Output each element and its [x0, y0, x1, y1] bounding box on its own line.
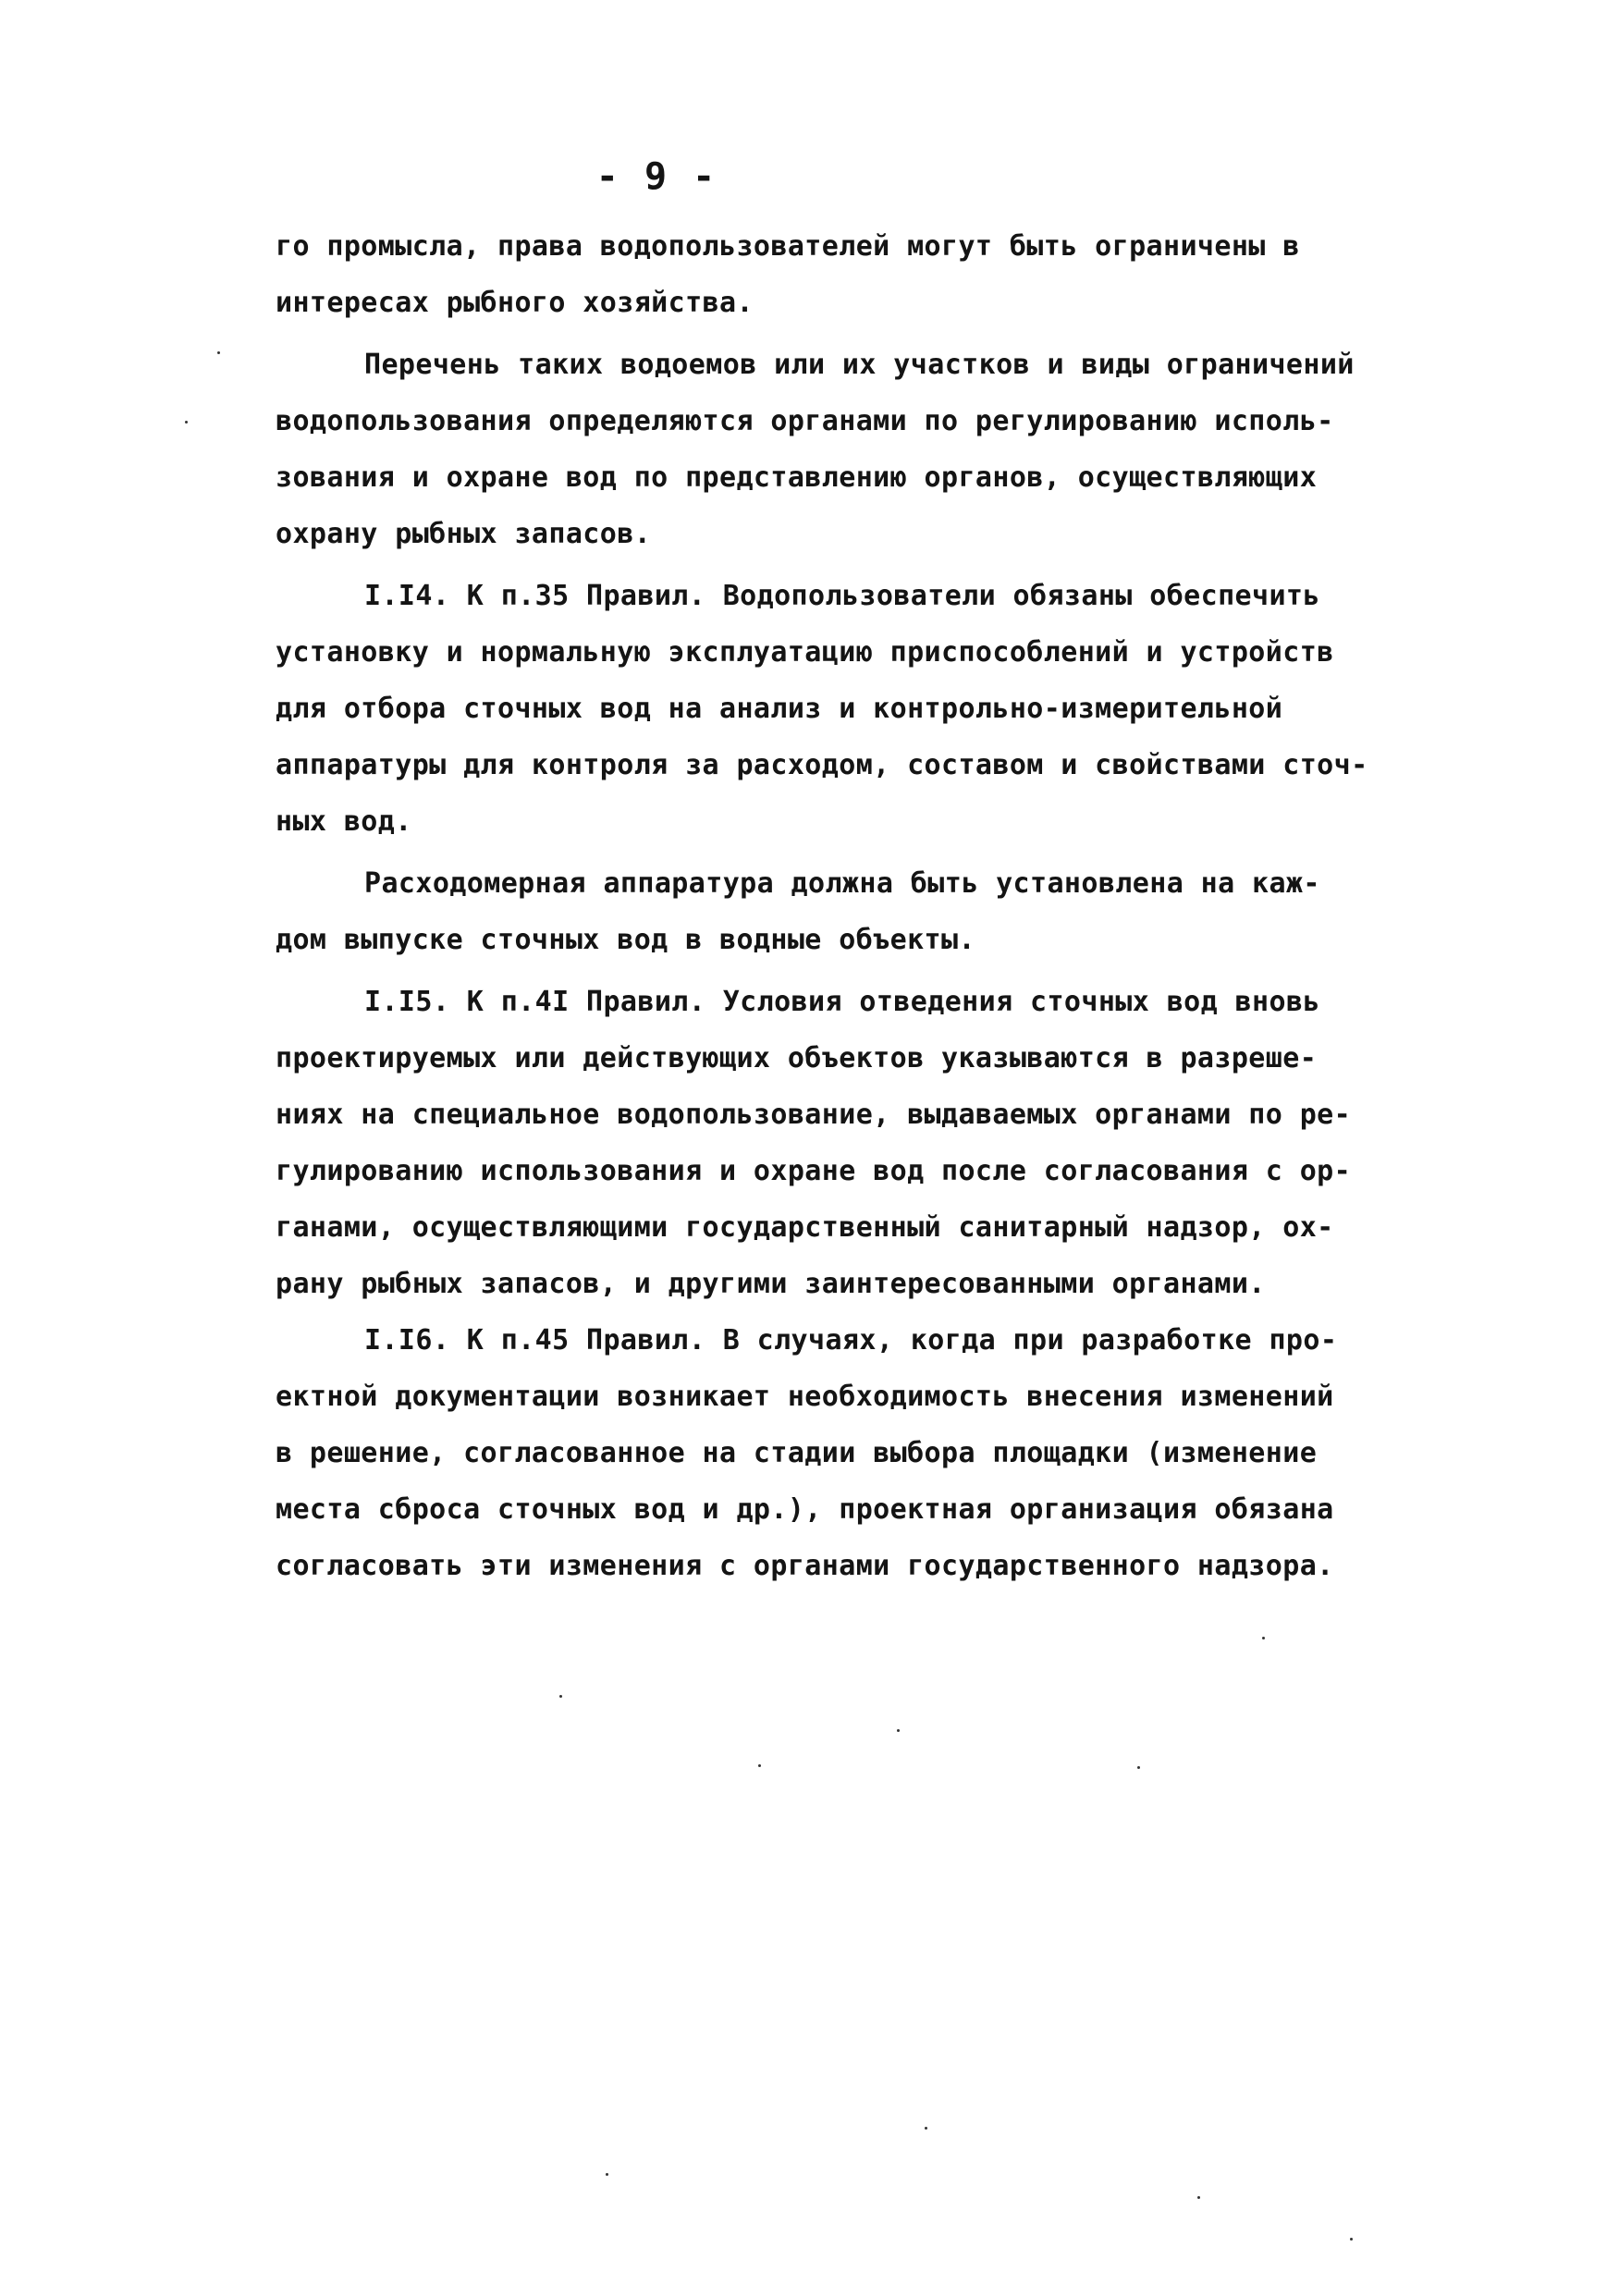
scan-speck: [1350, 2238, 1353, 2241]
text-line: интересах рыбного хозяйства.: [276, 287, 754, 319]
paragraph-1-16: [276, 1312, 1441, 1594]
paragraph-1-14: [276, 568, 1441, 850]
scan-speck: [925, 2127, 927, 2130]
text-line: гулированию использования и охране вод после согласования с ор-: [276, 1155, 1352, 1187]
scan-speck: [758, 1764, 761, 1767]
text-line: ектной документации возникает необходимость внесения изменений: [276, 1381, 1334, 1413]
scan-speck: [606, 2173, 608, 2176]
text-line: I.I6. К п.45 Правил. В случаях, когда при разработке про-: [364, 1324, 1338, 1357]
text-line: ных вод.: [276, 805, 412, 838]
text-line: места сброса сточных вод и др.), проектная организация обязана: [276, 1493, 1334, 1526]
text-line: I.I5. К п.4I Правил. Условия отведения сточных вод вновь: [364, 986, 1320, 1018]
body-text: [276, 218, 1441, 1594]
scan-speck: [559, 1695, 562, 1698]
text-line: согласовать эти изменения с органами государственного надзора.: [276, 1550, 1334, 1582]
text-line: зования и охране вод по представлению органов, осуществляющих: [276, 461, 1318, 494]
text-line: Перечень таких водоемов или их участков и виды ограничений: [364, 349, 1355, 381]
text-line: проектируемых или действующих объектов указываются в разреше-: [276, 1042, 1318, 1074]
text-line: установку и нормальную эксплуатацию приспособлений и устройств: [276, 636, 1334, 669]
text-line: Расходомерная аппаратура должна быть установлена на каж-: [364, 867, 1320, 900]
text-line: водопользования определяются органами по регулированию исполь-: [276, 405, 1334, 437]
scan-speck: [1197, 2196, 1200, 2199]
scan-speck: [897, 1729, 900, 1732]
text-line: в решение, согласованное на стадии выбора площадки (изменение: [276, 1437, 1318, 1469]
page-number: - 9 -: [595, 155, 718, 198]
scan-speck: [1137, 1766, 1140, 1769]
text-line: охрану рыбных запасов.: [276, 518, 652, 550]
text-line: ганами, осуществляющими государственный санитарный надзор, ох-: [276, 1211, 1334, 1244]
paragraph-continuation: [276, 218, 1441, 331]
text-line: I.I4. К п.35 Правил. Водопользователи обязаны обеспечить: [364, 580, 1320, 612]
text-line: го промысла, права водопользователей могут быть ограничены в: [276, 230, 1300, 263]
text-line: ниях на специальное водопользование, выдаваемых органами по ре-: [276, 1099, 1352, 1131]
scan-speck: [185, 421, 188, 424]
paragraph-1-15: [276, 974, 1441, 1312]
paragraph-list-of-waterbodies: [276, 337, 1441, 562]
text-line: дом выпуске сточных вод в водные объекты.: [276, 924, 975, 956]
paragraph-flowmeter: [276, 855, 1441, 968]
text-line: аппаратуры для контроля за расходом, составом и свойствами сточ-: [276, 749, 1368, 781]
text-line: для отбора сточных вод на анализ и контрольно-измерительной: [276, 693, 1283, 725]
scan-speck: [1262, 1637, 1265, 1639]
text-line: рану рыбных запасов, и другими заинтересованными органами.: [276, 1268, 1266, 1300]
scan-speck: [217, 351, 220, 354]
